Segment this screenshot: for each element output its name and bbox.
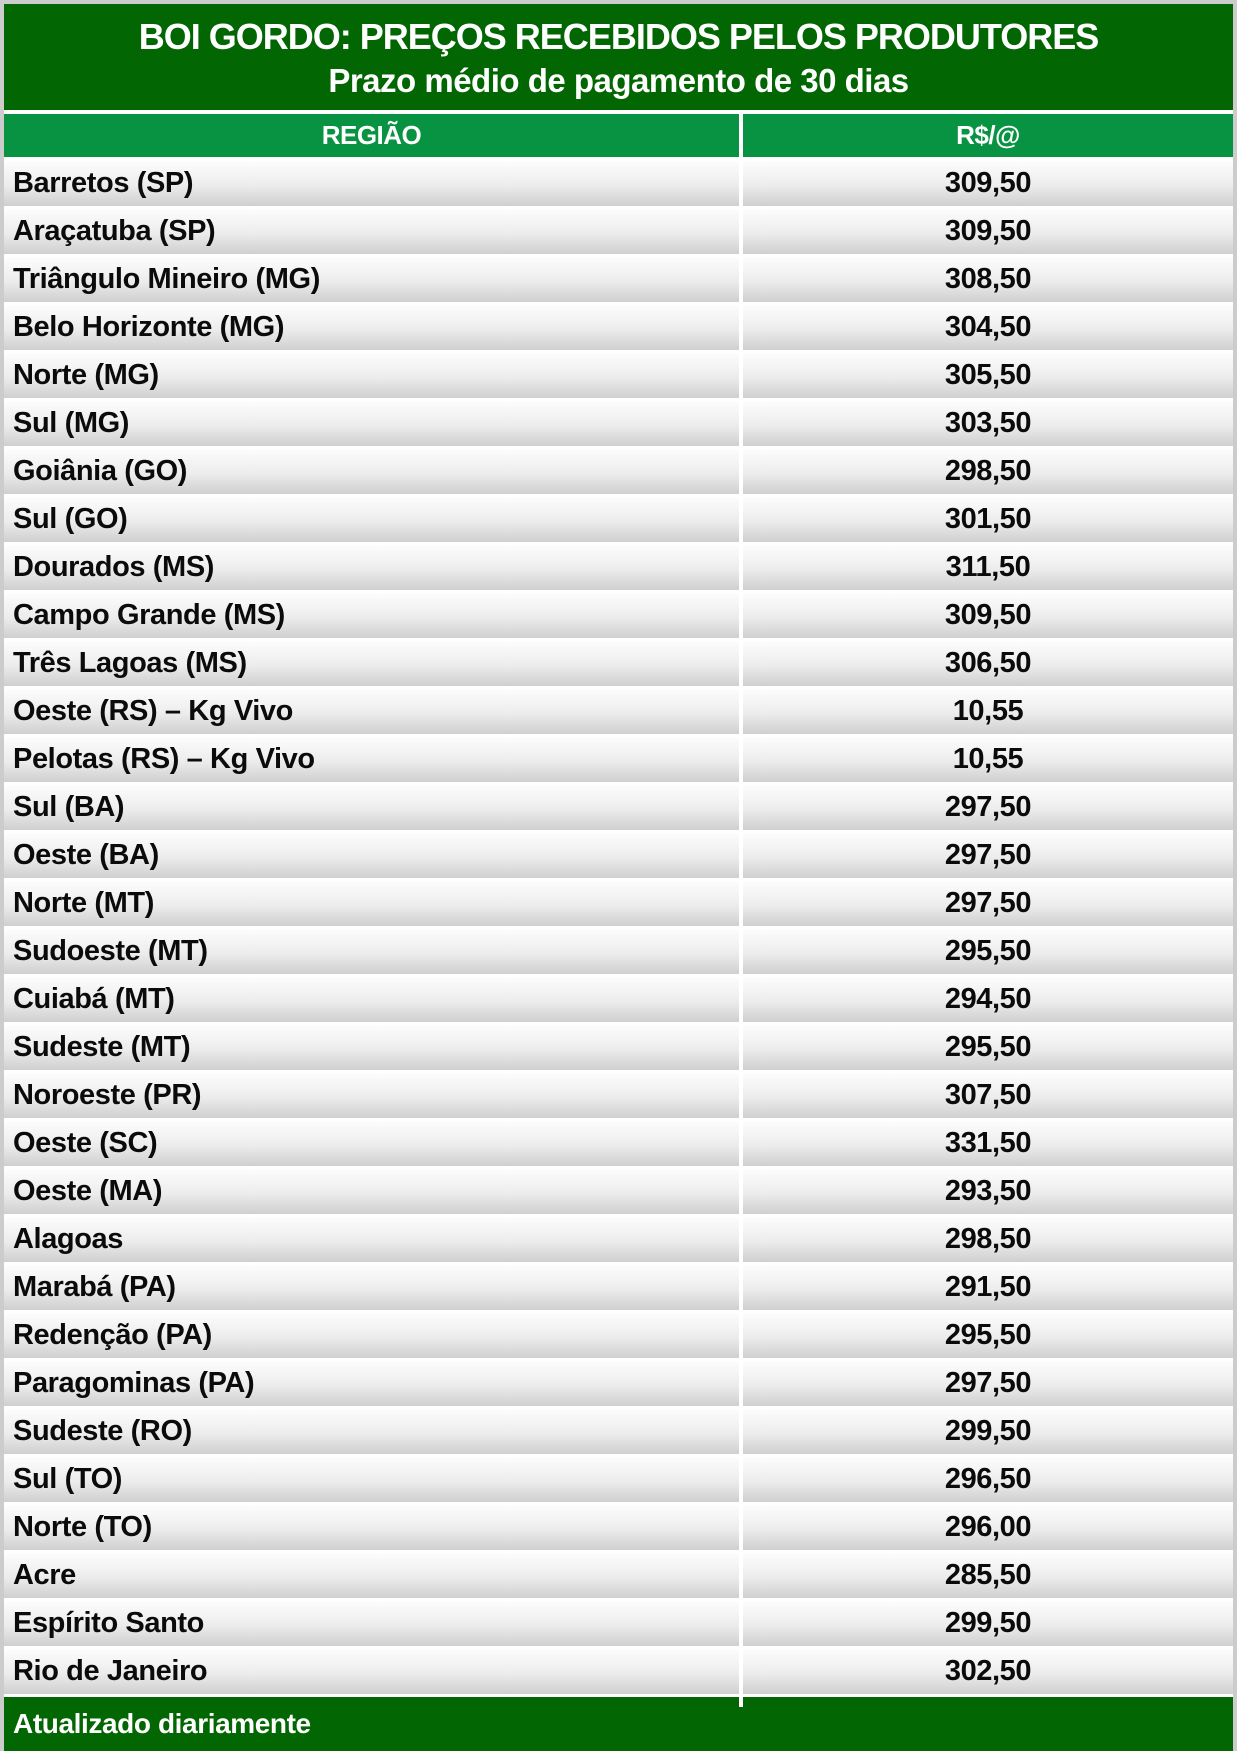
title-band	[4, 4, 1233, 110]
table-row	[4, 545, 1233, 593]
region-cell: Alagoas	[4, 1217, 739, 1262]
table-header	[4, 114, 1233, 157]
region-cell: Sul (MG)	[4, 401, 739, 446]
table-row	[4, 785, 1233, 833]
price-cell: 297,50	[743, 1361, 1233, 1406]
price-cell: 331,50	[743, 1121, 1233, 1166]
table-row	[4, 1409, 1233, 1457]
region-cell: Sudeste (MT)	[4, 1025, 739, 1070]
region-cell: Três Lagoas (MS)	[4, 641, 739, 686]
table-row	[4, 593, 1233, 641]
table-row	[4, 1457, 1233, 1505]
price-cell: 10,55	[743, 737, 1233, 782]
region-cell: Norte (MT)	[4, 881, 739, 926]
region-cell: Barretos (SP)	[4, 161, 739, 206]
price-cell: 296,50	[743, 1457, 1233, 1502]
region-cell: Triângulo Mineiro (MG)	[4, 257, 739, 302]
price-cell: 295,50	[743, 1313, 1233, 1358]
column-header-price: R$/@	[743, 114, 1233, 157]
column-divider-tick	[739, 1697, 743, 1707]
region-cell: Acre	[4, 1553, 739, 1598]
region-cell: Norte (MG)	[4, 353, 739, 398]
price-cell: 295,50	[743, 929, 1233, 974]
price-cell: 299,50	[743, 1409, 1233, 1454]
table-row	[4, 977, 1233, 1025]
table-row	[4, 737, 1233, 785]
price-cell: 297,50	[743, 833, 1233, 878]
price-cell: 298,50	[743, 1217, 1233, 1262]
region-cell: Dourados (MS)	[4, 545, 739, 590]
table-row	[4, 1025, 1233, 1073]
table-row	[4, 1217, 1233, 1265]
region-cell: Sul (TO)	[4, 1457, 739, 1502]
table-row	[4, 353, 1233, 401]
table-row	[4, 1073, 1233, 1121]
price-cell: 303,50	[743, 401, 1233, 446]
table-row	[4, 881, 1233, 929]
price-cell: 309,50	[743, 209, 1233, 254]
region-cell: Belo Horizonte (MG)	[4, 305, 739, 350]
region-cell: Oeste (SC)	[4, 1121, 739, 1166]
region-cell: Redenção (PA)	[4, 1313, 739, 1358]
region-cell: Rio de Janeiro	[4, 1649, 739, 1694]
price-cell: 298,50	[743, 449, 1233, 494]
region-cell: Espírito Santo	[4, 1601, 739, 1646]
table-row	[4, 833, 1233, 881]
region-cell: Sul (GO)	[4, 497, 739, 542]
board-subtitle: Prazo médio de pagamento de 30 dias	[328, 61, 909, 99]
region-cell: Araçatuba (SP)	[4, 209, 739, 254]
table-row	[4, 257, 1233, 305]
price-cell: 308,50	[743, 257, 1233, 302]
price-cell: 309,50	[743, 593, 1233, 638]
table-row	[4, 1121, 1233, 1169]
price-cell: 311,50	[743, 545, 1233, 590]
table-row	[4, 1601, 1233, 1649]
price-cell: 309,50	[743, 161, 1233, 206]
price-cell: 293,50	[743, 1169, 1233, 1214]
table-row	[4, 929, 1233, 977]
table-row	[4, 305, 1233, 353]
table-row	[4, 1649, 1233, 1697]
table-row	[4, 449, 1233, 497]
region-cell: Oeste (MA)	[4, 1169, 739, 1214]
region-cell: Paragominas (PA)	[4, 1361, 739, 1406]
column-header-region: REGIÃO	[4, 114, 739, 157]
price-cell: 297,50	[743, 881, 1233, 926]
price-cell: 301,50	[743, 497, 1233, 542]
price-cell: 296,00	[743, 1505, 1233, 1550]
price-cell: 302,50	[743, 1649, 1233, 1694]
region-cell: Sul (BA)	[4, 785, 739, 830]
table-row	[4, 497, 1233, 545]
price-cell: 305,50	[743, 353, 1233, 398]
board-title: BOI GORDO: PREÇOS RECEBIDOS PELOS PRODUTORES	[138, 15, 1099, 57]
price-cell: 291,50	[743, 1265, 1233, 1310]
price-cell: 294,50	[743, 977, 1233, 1022]
region-cell: Pelotas (RS) – Kg Vivo	[4, 737, 739, 782]
table-row	[4, 1169, 1233, 1217]
region-cell: Sudoeste (MT)	[4, 929, 739, 974]
region-cell: Cuiabá (MT)	[4, 977, 739, 1022]
price-cell: 306,50	[743, 641, 1233, 686]
price-cell: 10,55	[743, 689, 1233, 734]
price-cell: 307,50	[743, 1073, 1233, 1118]
table-body	[4, 161, 1233, 1697]
region-cell: Sudeste (RO)	[4, 1409, 739, 1454]
table-row	[4, 1265, 1233, 1313]
region-cell: Campo Grande (MS)	[4, 593, 739, 638]
price-cell: 297,50	[743, 785, 1233, 830]
table-row	[4, 1361, 1233, 1409]
region-cell: Noroeste (PR)	[4, 1073, 739, 1118]
price-cell: 304,50	[743, 305, 1233, 350]
region-cell: Oeste (BA)	[4, 833, 739, 878]
region-cell: Marabá (PA)	[4, 1265, 739, 1310]
price-cell: 299,50	[743, 1601, 1233, 1646]
price-board	[4, 4, 1233, 1751]
region-cell: Goiânia (GO)	[4, 449, 739, 494]
table-row	[4, 209, 1233, 257]
table-row	[4, 401, 1233, 449]
table-row	[4, 641, 1233, 689]
table-row	[4, 1505, 1233, 1553]
region-cell: Oeste (RS) – Kg Vivo	[4, 689, 739, 734]
footer-note: Atualizado diariamente	[13, 1708, 311, 1739]
table-row	[4, 689, 1233, 737]
region-cell: Norte (TO)	[4, 1505, 739, 1550]
table-row	[4, 1553, 1233, 1601]
price-cell: 285,50	[743, 1553, 1233, 1598]
price-cell: 295,50	[743, 1025, 1233, 1070]
footer-band	[4, 1697, 1233, 1751]
table-row	[4, 1313, 1233, 1361]
table-row	[4, 161, 1233, 209]
